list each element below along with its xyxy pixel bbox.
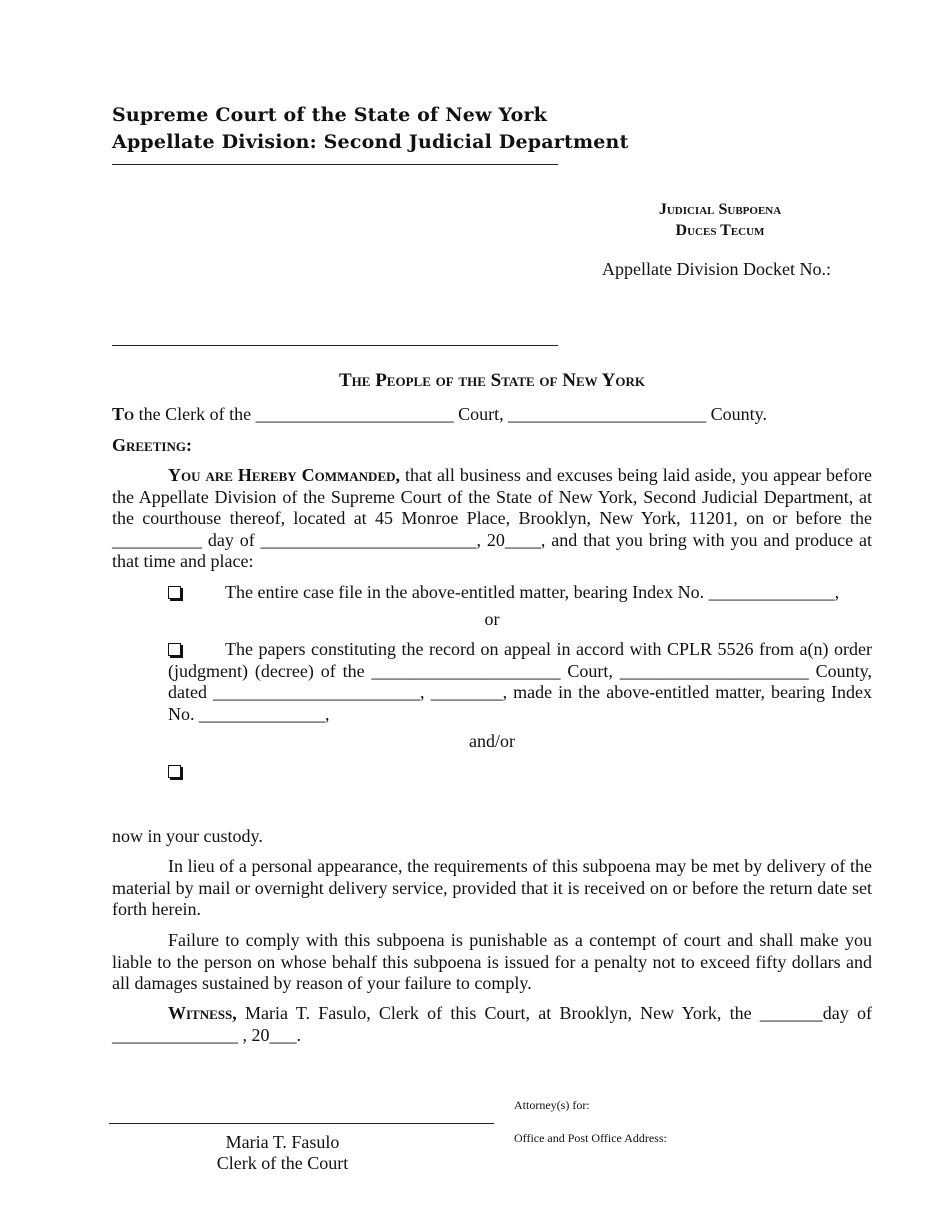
custody-text: now in your custody. [112,826,263,846]
to-line [112,404,767,425]
to-court-text: Court, [453,404,509,424]
lieu-paragraph: In lieu of a personal appearance, the requirements of this subpoena may be met by delivery of the material by mail or overnight delivery service, provided that it is received on or before the return date set forth herein. [112,856,872,919]
to-clerk-text: the Clerk of the [134,404,256,424]
checkbox-other[interactable] [168,765,181,778]
people-heading: The People of the State of New York [339,370,645,391]
and-or-separator: and/or [469,731,515,751]
court-blank: ______________________ [255,404,454,424]
command-lead: You are Hereby Commanded, [168,465,401,485]
option-record-on-appeal [168,639,872,725]
header-divider [112,164,558,165]
option-record-on-appeal-text: The papers constituting the record on appeal in accord with CPLR 5526 from a(n) order (judgment) (decree) of the _____________________ Court, _____________________ County, dated _______________________, ________, made in the above-entitled matter, bearing Index No. ______________, [168,639,872,724]
clerk-name: Maria T. Fasulo [225,1132,340,1152]
witness-body: Maria T. Fasulo, Clerk of this Court, at Brooklyn, New York, the _______day of ______________ , 20___. [112,1003,872,1045]
command-body: that all business and excuses being laid aside, you appear before the Appellate Division of the Supreme Court of the State of New York, Second Judicial Department, at the courthouse thereof, located at 45 Monroe Place, Brooklyn, New York, 11201, on or before the __________ day of ________________________, 20____, and that you bring with you and produce at that time and place: [112,465,872,571]
signature-block [190,1132,375,1174]
witness-paragraph [112,1003,872,1046]
docket-number-label: Appellate Division Docket No.: [602,259,831,279]
option-other [168,761,872,783]
court-name-line-2: Appellate Division: Second Judicial Department [112,131,629,153]
option-case-file-text: The entire case file in the above-entitled matter, bearing Index No. ______________, [225,582,840,602]
court-name-line-1: Supreme Court of the State of New York [112,104,548,126]
office-address-label: Office and Post Office Address: [514,1131,667,1145]
to-county-text: County. [706,404,767,424]
title-line-1: Judicial Subpoena [658,201,782,218]
title-line-2: Duces Tecum [675,222,765,239]
clerk-title: Clerk of the Court [216,1153,349,1173]
caption-divider [112,345,558,346]
attorney-label: Attorney(s) for: [514,1098,590,1112]
greeting: Greeting: [112,435,192,455]
checkbox-record-on-appeal[interactable] [168,643,181,656]
option-case-file [168,582,872,604]
witness-lead: Witness, [168,1003,237,1023]
signature-line [109,1123,494,1124]
county-blank: ______________________ [508,404,707,424]
checkbox-case-file[interactable] [168,586,181,599]
document-title [600,199,840,241]
failure-paragraph: Failure to comply with this subpoena is punishable as a contempt of court and shall make you liable to the person on whose behalf this subpoena is issued for a penalty not to exceed fifty dollars and all damages sustained by reason of your failure to comply. [112,930,872,993]
to-label: To [112,404,135,424]
or-separator: or [484,609,500,629]
command-paragraph [112,465,872,573]
